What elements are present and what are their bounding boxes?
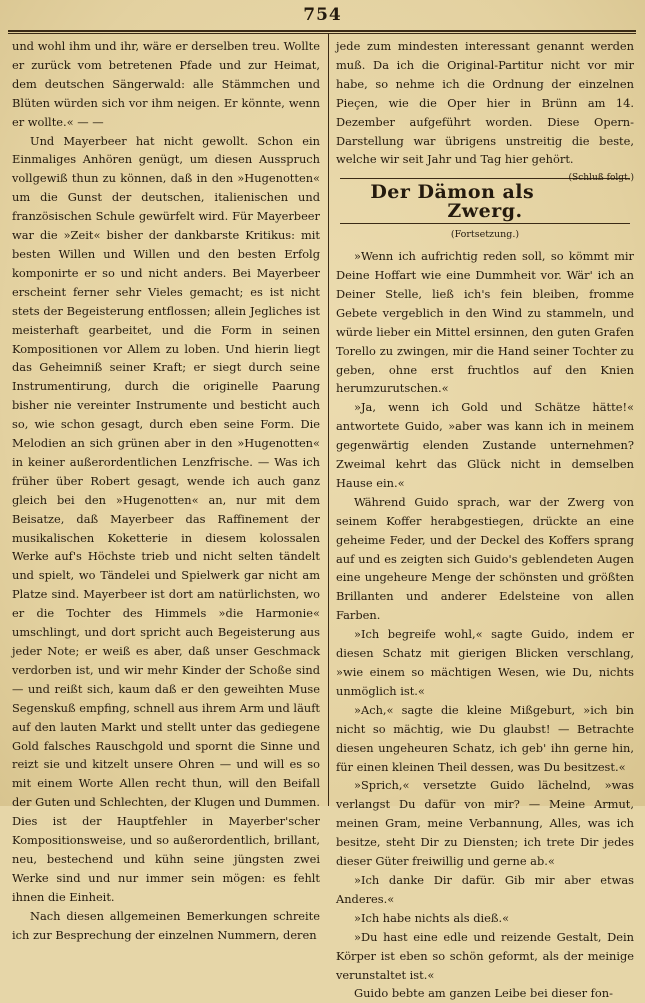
- left-column: [12, 37, 320, 942]
- page-number: 754: [303, 5, 342, 25]
- paragraph: »Du hast eine edle und reizende Gestalt, Dein Körper ist eben so schön geformt, als der meinige verunstaltet ist.«: [336, 929, 634, 982]
- column-divider: [328, 34, 329, 806]
- paragraph: »Ich begreife wohl,« sagte Guido, indem er diesen Schatz mit gierigen Blicken verschlang, »wie einem so mächtigen Wesen, wie Du, nichts unmöglich ist.«: [336, 627, 634, 698]
- paragraph: »Ich danke Dir dafür. Gib mir aber etwas Anderes.«: [336, 872, 634, 906]
- header-rule: [8, 30, 636, 32]
- paragraph: Und Mayerbeer hat nicht gewollt. Schon ein Einmaliges Anhören genügt, um diesen Ausspruch vollgewiß thun zu können, daß in den »Hugenotten« um die Gunst der deutschen, italienischen und französischen Schule gewürfelt wird. Für Mayerbeer war die »Zeit« bisher der dankbarste Kritikus: mit besten Willen und Willen und den besten Erfolg komponirte er so und nicht anders. Bei Mayerbeer erscheint ferner sehr Vieles gemacht; es ist nicht stets der Begeisterung entflossen; allein Jegliches ist meisterhaft gearbeitet, und die Form in seinen Kompositionen vor Allem zu loben. Und hierin liegt das Geheimniß seiner Kraft; er siegt durch seine Instrumentirung, durch die originelle Paarung bisher nie vereinter Instrumente und besticht auch so, wie schon gesagt, durch eben seine Form. Die Melodien an sich grünen aber in den »Hugenotten« in keiner außerordentlichen Lenzfrische. — Was ich früher über Robert gesagt, wende ich auch ganz gleich bei den »Hugenotten« an, nur mit dem Beisatze, daß Mayerbeer das Raffinement der musikalischen Koketterie in diesem kolossalen Werke auf's Höchste trieb und nicht selten tändelt und spielt, wo Tändelei und Spielwerk gar nicht am Platze sind. Mayerbeer ist dort am natürlichsten, wo er die Tochter des Himmels »die Harmonie« umschlingt, und dort spricht auch Begeisterung aus jeder Note; er weiß es aber, daß unser Geschmack verdorben ist, und wir mehr Kinder der Schoße sind — und reißt sich, kaum daß er den geweihten Muse Segenskuß empfing, schnell aus ihrem Arm und läuft auf den lauten Markt und stellt unter das gediegene Gold falsches Rauschgold und spornt die Sinne und reizt sie und kitzelt unsere Ohren — und will es so mit einem Worte Allen recht thun, will den Beifall der Guten und Schlechten, der Klugen und Dummen. Dies ist der Hauptfehler in Mayerber'scher Kompositionsweise, und so außerordentlich, brillant, neu, bestechend und kühn seine jüngsten zwei Werke sind und nur immer sein mögen: es fehlt ihnen die Einheit.: [12, 133, 320, 904]
- paragraph: »Sprich,« versetzte Guido lächelnd, »was verlangst Du dafür von mir? — Meine Armut, meinen Gram, meine Verbannung, Alles, was ich besitze, steht Dir zu Diensten; ich trete Dir jedes dieser Güter freiwillig und gerne ab.«: [336, 778, 634, 869]
- story-title: Der Dämon als Zwerg.: [370, 181, 535, 223]
- paragraph: Guido bebte am ganzen Leibe bei dieser fon-: [354, 986, 613, 1001]
- story-heading: [336, 178, 634, 245]
- paragraph: [336, 37, 634, 184]
- paragraph: »Ach,« sagte die kleine Mißgeburt, »ich bin nicht so mächtig, wie Du glaubst! — Betrachte diesen ungeheuren Schatz, ich geb' ihn gerne hin, für einen kleinen Theil dessen, was Du besitzest.«: [336, 702, 634, 774]
- header-rule-thin: [8, 33, 636, 34]
- paragraph: Nach diesen allgemeinen Bemerkungen schreite ich zur Besprechung der einzelnen Nummern, deren: [12, 908, 320, 942]
- right-column: [336, 37, 634, 1001]
- story-subtitle: (Fortsetzung.): [450, 229, 520, 241]
- paragraph: »Wenn ich aufrichtig reden soll, so kömmt mir Deine Hoffart wie eine Dummheit vor. Wär' ich an Deiner Stelle, ließ ich's fein bleiben, fromme Gebete vergeblich in den Wind zu stammeln, und würde lieber ein Mittel ersinnen, den guten Grafen Torello zu zwingen, mir die Hand seiner Tochter zu geben, ohne erst fruchtlos auf den Knien herumzurutschen.«: [336, 249, 634, 396]
- paragraph: »Ich habe nichts als dieß.«: [354, 910, 510, 925]
- heading-rule-bottom: [340, 223, 630, 224]
- continued-note: (Schluß folgt.): [568, 173, 634, 184]
- paragraph: »Ja, wenn ich Gold und Schätze hätte!« antwortete Guido, »aber was kann ich in meinem gegenwärtig elenden Zustande unternehmen? Zweimal kehrt das Glück nicht in demselben Hause ein.«: [336, 400, 634, 490]
- article-ending-text: jede zum mindesten interessant genannt werden muß. Da ich die Original-Partitur nicht vor mir habe, so nehme ich die Ordnung der einzelnen Pieçen, wie die Oper hier in Brünn am 14. Dezember aufgeführt worden. Diese Opern-Darstellung war übrigens unstreitig die beste, welche wir seit Jahr und Tag hier gehört.: [336, 39, 634, 167]
- paragraph: Während Guido sprach, war der Zwerg von seinem Koffer herabgestiegen, drückte an eine geheime Feder, und der Deckel des Koffers sprang auf und es zeigten sich Guido's geblendeten Augen eine ungeheure Menge der schönsten und größten Brillanten und anderer Edelsteine von allen Farben.: [336, 494, 634, 623]
- paragraph: und wohl ihm und ihr, wäre er derselben treu. Wollte er zurück vom betretenen Pfade und zur Heimat, dem deutschen Sängerwald: alle Stämmchen und Blüten würden sich vor ihm neigen. Er könnte, wenn er wollte.« — —: [12, 39, 320, 129]
